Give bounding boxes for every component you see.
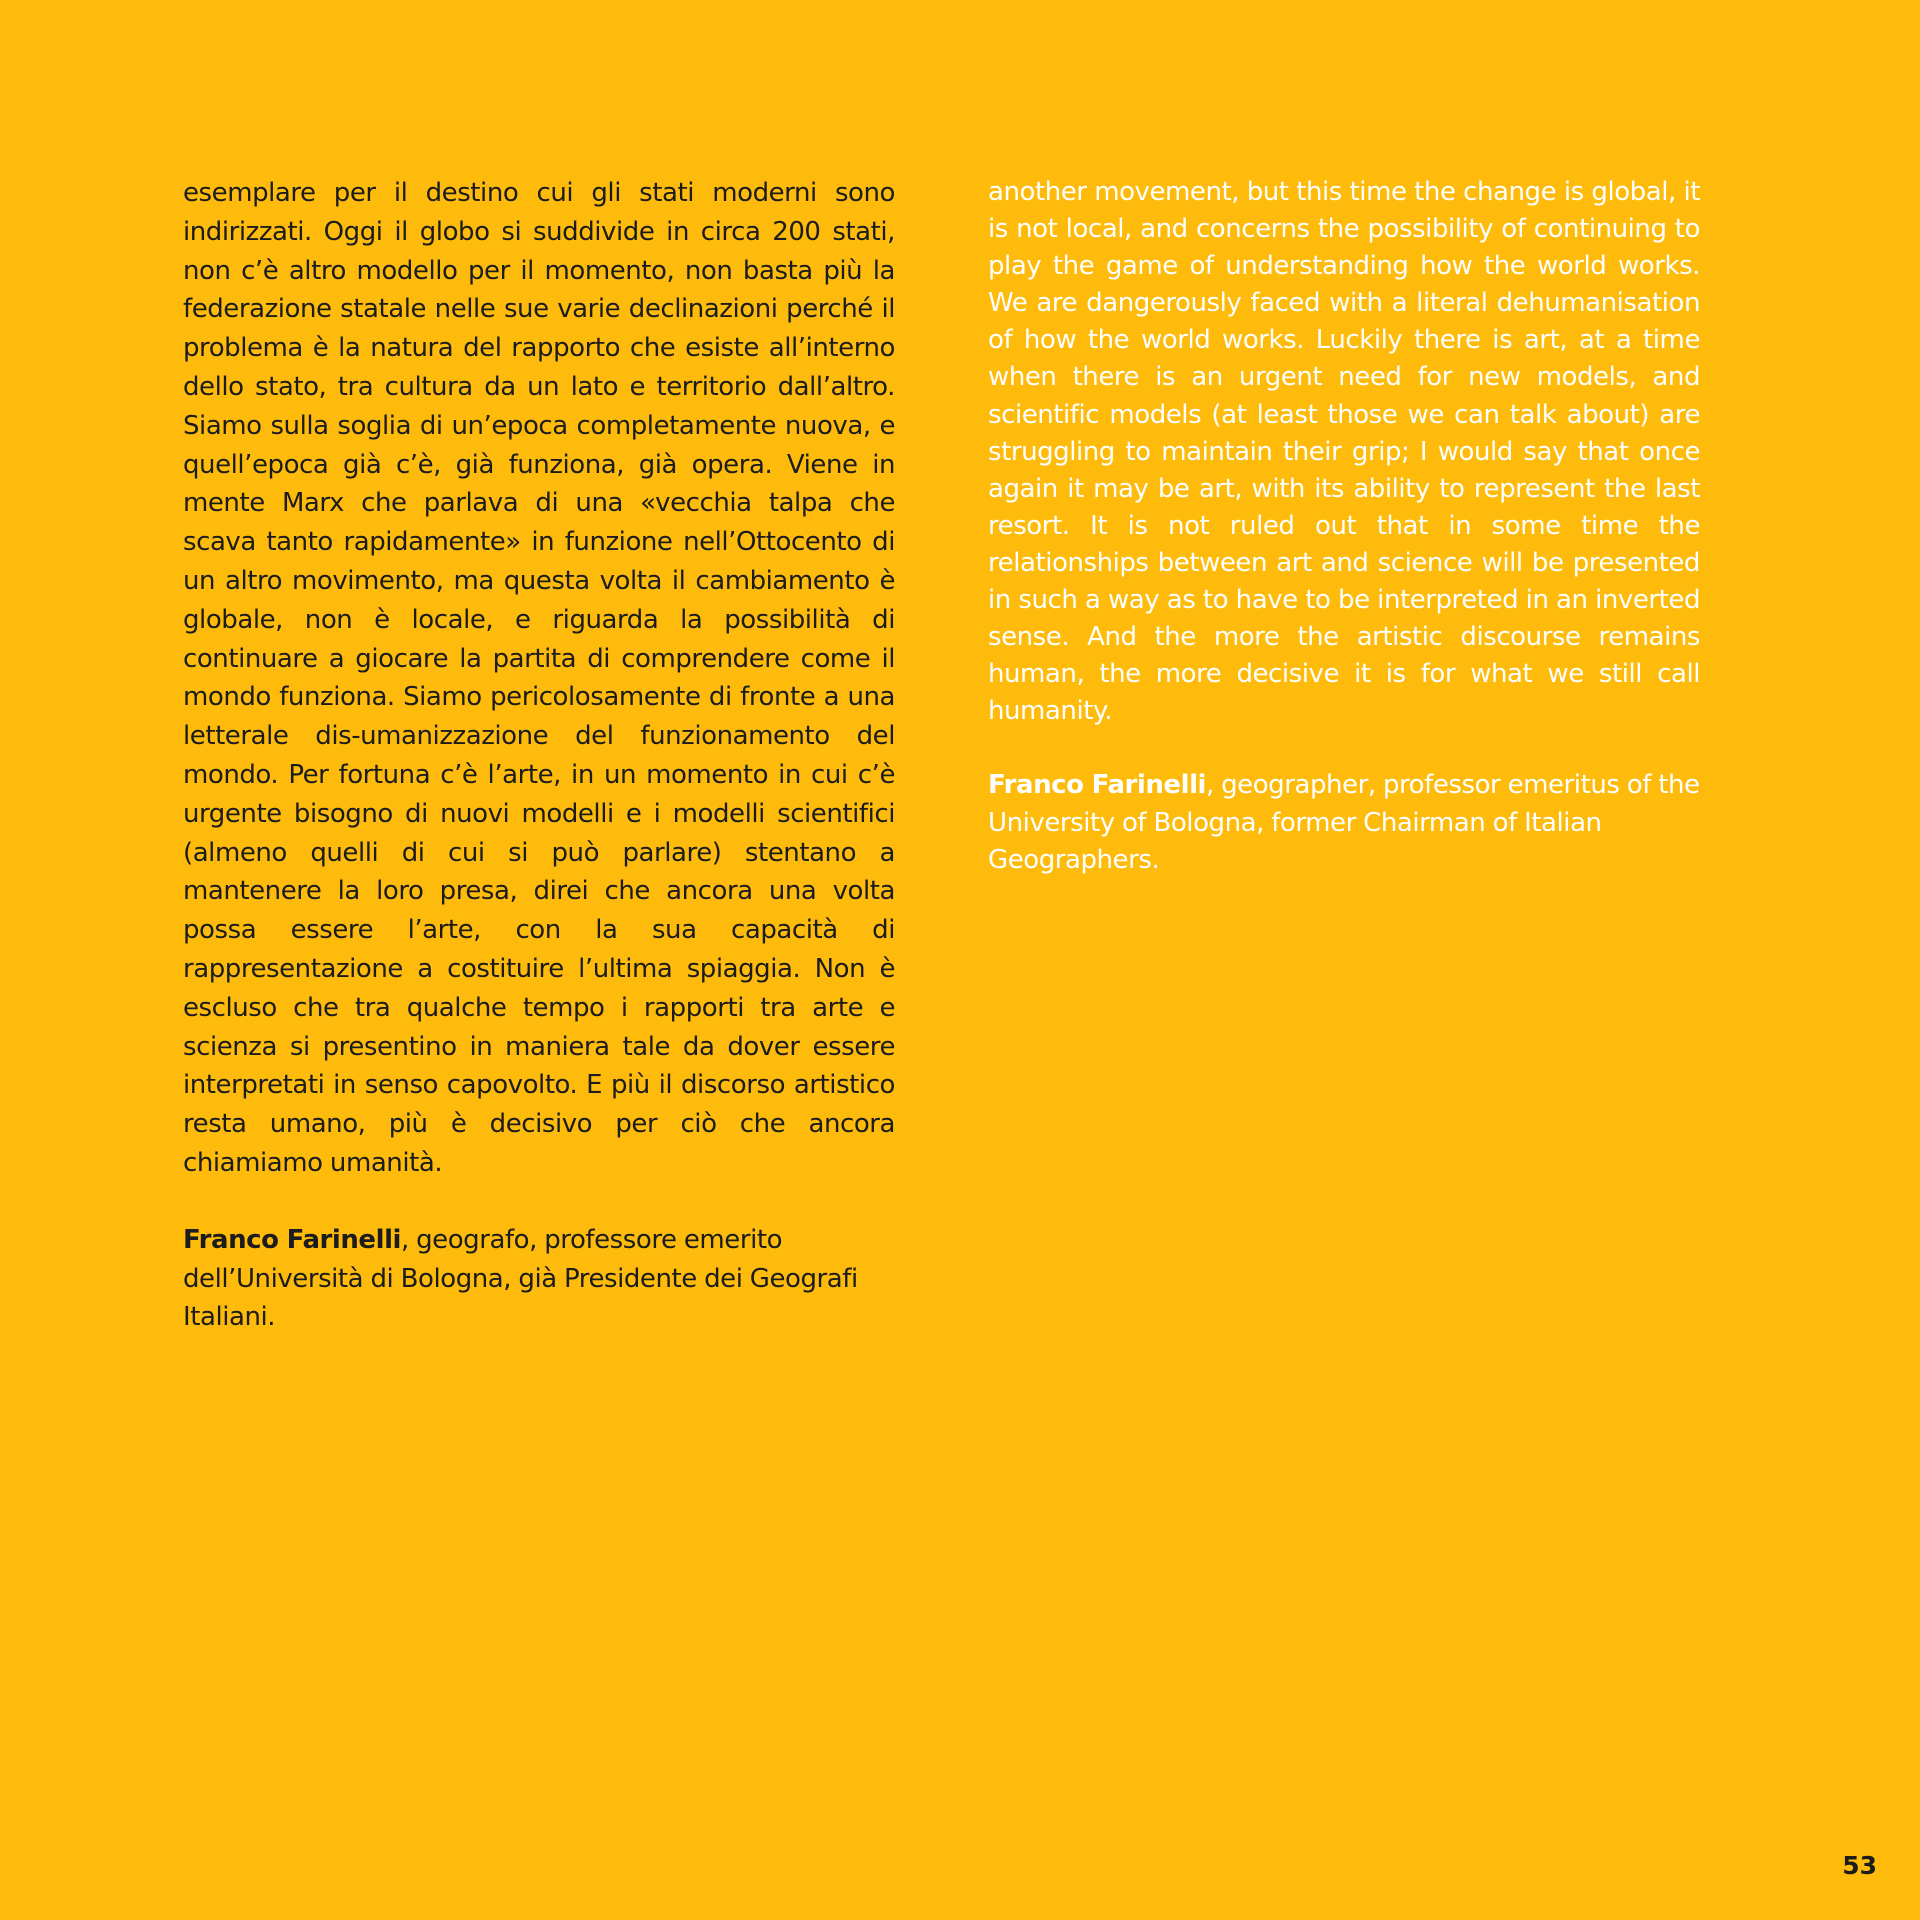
page-number: 53	[1842, 1851, 1877, 1880]
italian-body-paragraph: esemplare per il destino cui gli stati moderni sono indirizzati. Oggi il globo si suddivide in circa 200 stati, non c’è altro modello per il momento, non basta più la federazione statale nelle sue varie declinazioni perché il problema è la natura del rapporto che esiste all’interno dello stato, tra cultura da un lato e territorio dall’altro. Siamo sulla soglia di un’epoca completamente nuova, e quell’epoca già c’è, già funziona, già opera. Viene in mente Marx che parlava di una «vecchia talpa che scava tanto rapidamente» in funzione nell’Ottocento di un altro movimento, ma questa volta il cambiamento è globale, non è locale, e riguarda la possibilità di continuare a giocare la partita di comprendere come il mondo funziona. Siamo pericolosamente di fronte a una letterale dis-umanizzazione del funzionamento del mondo. Per fortuna c’è l’arte, in un momento in cui c’è urgente bisogno di nuovi modelli e i modelli scientifici (almeno quelli di cui si può parlare) stentano a mantenere la loro presa, direi che ancora una volta possa essere l’arte, con la sua capacità di rappresentazione a costituire l’ultima spiaggia. Non è escluso che tra qualche tempo i rapporti tra arte e scienza si presentino in maniera tale da dover essere interpretati in senso capovolto. E più il discorso artistico resta umano, più è decisivo per ciò che ancora chiamiamo umanità.	[183, 178, 895, 1178]
english-author-credit	[988, 767, 1700, 878]
english-author-name: Franco Farinelli	[988, 770, 1206, 801]
italian-author-description: , geografo, professore emerito dell’Università di Bologna, già Presidente dei Geografi Italiani.	[183, 1224, 858, 1333]
english-body-paragraph: another movement, but this time the change is global, it is not local, and concerns the possibility of continuing to play the game of understanding how the world works. We are dangerously faced with a literal dehumanisation of how the world works. Luckily there is art, at a time when there is an urgent need for new models, and scientific models (at least those we can talk about) are struggling to maintain their grip; I would say that once again it may be art, with its ability to represent the last resort. It is not ruled out that in some time the relationships between art and science will be presented in such a way as to have to be interpreted in an inverted sense. And the more the artistic discourse remains human, the more decisive it is for what we still call humanity.	[988, 177, 1700, 727]
english-author-description: , geographer, professor emeritus of the University of Bologna, former Chairman of Italian Geographers.	[988, 770, 1700, 875]
italian-text-column	[183, 174, 895, 1337]
english-text-column	[988, 174, 1700, 879]
italian-author-name: Franco Farinelli	[183, 1224, 401, 1255]
italian-author-credit	[183, 1221, 895, 1337]
